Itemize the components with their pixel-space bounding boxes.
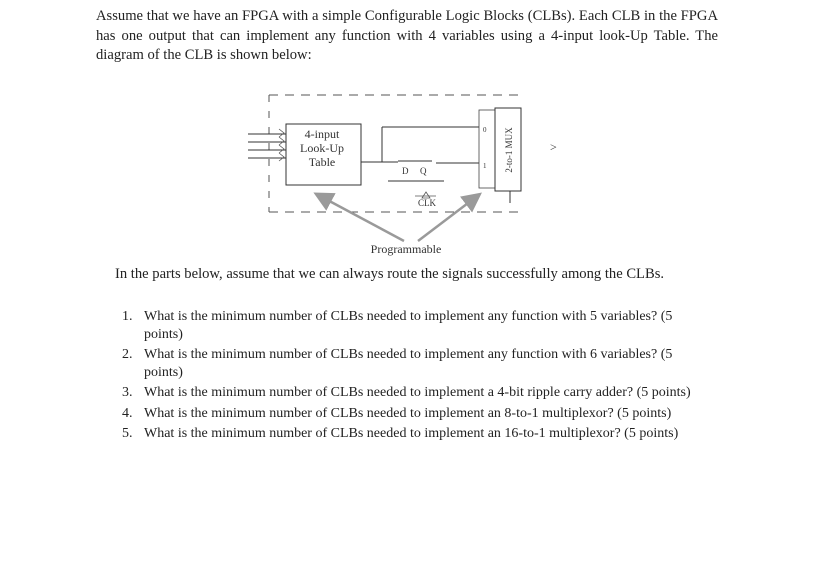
question-number: 3. [122,385,133,400]
list-item [122,425,712,443]
question-text: What is the minimum number of CLBs needed to implement an 8-to-1 multiplexor? (5 points) [144,405,672,421]
programmable-arrow-left [320,196,404,241]
ff-d-label: D [402,166,409,176]
lut-label-line3: Table [308,155,336,169]
mux-input-1: 1 [483,162,487,170]
mux-input-0: 0 [483,126,487,134]
routing-note: In the parts below, assume that we can always route the signals successfully among the CLBs. [115,266,665,282]
question-text: What is the minimum number of CLBs needed to implement a 4-bit ripple carry adder? (5 points) [144,385,691,400]
list-item [122,346,712,381]
list-item [122,384,712,402]
question-list [122,308,712,446]
question-number: 1. [122,309,133,324]
lut-label-line1: 4-input [304,127,340,141]
question-text: What is the minimum number of CLBs needed to implement an 16-to-1 multiplexor? (5 points) [144,426,679,441]
question-number: 4. [122,405,133,421]
lut-output-wires [361,127,482,162]
question-number: 5. [122,426,133,441]
mux-label: 2-to-1 MUX [504,127,514,173]
question-text: What is the minimum number of CLBs needed to implement any function with 6 variables? (5 points) [144,347,673,380]
question-number: 2. [122,347,133,362]
intro-paragraph: Assume that we have an FPGA with a simple Configurable Logic Blocks (CLBs). Each CLB in the FPGA has one output that can implement any function with 4 variables using a 4-input look-Up Table. The diagram of the CLB is shown below: [96,8,718,63]
ff-clk-label: CLK [418,198,436,208]
question-text: What is the minimum number of CLBs needed to implement any function with 5 variables? (5 points) [144,309,673,342]
output-mark: > [550,140,557,154]
list-item [122,308,712,343]
lut-label-line2: Look-Up [300,141,344,155]
mux-box [479,110,497,188]
programmable-label: Programmable [370,242,442,256]
ff-q-label: Q [420,166,427,176]
list-item [122,405,712,423]
